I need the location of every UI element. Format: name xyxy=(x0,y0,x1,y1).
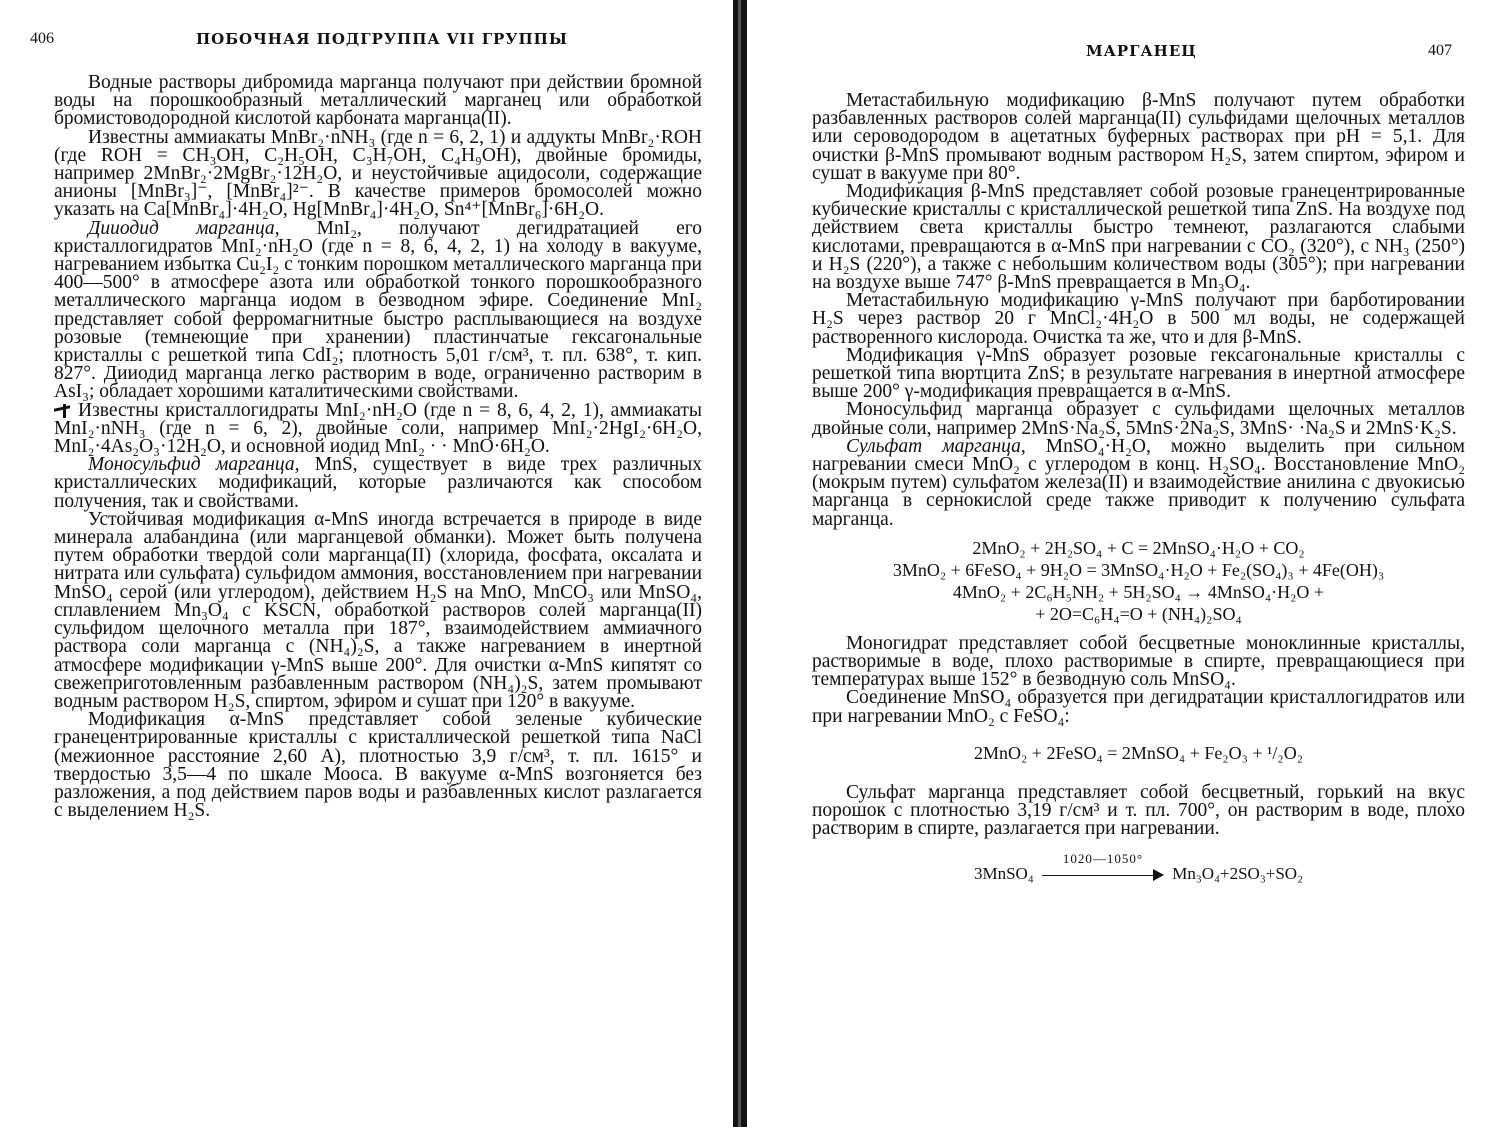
left-page xyxy=(0,0,730,1127)
paragraph: Водные растворы дибромида марганца получают при действии бромной воды на порошкообразный металлический марганец или обработкой бромистоводородной кислотой карбоната марганца(II). xyxy=(54,72,702,130)
paragraph: Моногидрат представляет собой бесцветные моноклинные кристаллы, растворимые в воде, плохо растворимые в спирте, превращающиеся при температурах выше 152° в безводную соль MnSO₄. xyxy=(812,632,1465,691)
equation-block xyxy=(812,537,1465,625)
paragraph-sulfate xyxy=(812,435,1466,530)
equation: 4MnO₂ + 2C₆H₅NH₂ + 5H₂SO₄ → 4MnSO₄·H₂O + xyxy=(952,581,1325,602)
term-monosulfide: Моносульфид марганца xyxy=(88,454,295,476)
paragraph-text: Известны кристаллогидраты MnI₂·nH₂O (где n = 8, 6, 4, 2, 1), аммиакаты MnI₂·nNH₃ (где n = 6, 2), двойные соли, например MnI₂·2HgI₂·6H₂O, MnI₂·4As₂O₃·12H₂O, и основной иодид MnI₂ · · MnO·6H₂O. xyxy=(54,399,702,458)
paragraph-hydrates xyxy=(54,399,702,458)
paragraph: Устойчивая модификация α-MnS иногда встречается в природе в виде минерала алабандина (или марганцевой обманки). Может быть получена путем обработки твердой соли марганца(II) (хлорида, фосфата, оксалата и нитрата или сульфата) сульфидом аммония, восстановлением при нагревании MnSO₄ серой (или углеродом), действием H₂S на MnO, MnCO₃ или MnSO₄, сплавлением Mn₃O₄ с KSCN, обработкой растворов солей марганца(II) сульфидом щелочного металла при 187°, взаимодействием аммиачного раствора соли марганца с (NH₄)₂S, а также нагреванием в инертной атмосфере модификации γ-MnS выше 200°. Для очистки α-MnS кипятят со свежеприготовленным разбавленным раствором (NH₄)₂S, затем промывают водным раствором H₂S, спиртом, эфиром и сушат при 120° в вакууме. xyxy=(54,508,702,712)
paragraph: Известны аммиакаты MnBr₂·nNH₃ (где n = 6, 2, 1) и аддукты MnBr₂·ROH (где ROH = CH₃OH, C₂H₅OH, C₃H₇OH, C₄H₉OH), двойные бромиды, например 2MnBr₂·2MgBr₂·12H₂O, и неустойчивые ацидосоли, содержащие анионы [MnBr₃]⁻, [MnBr₄]²⁻. В качестве примеров бромосолей можно указать на Ca[MnBr₄]·4H₂O, Hg[MnBr₄]·4H₂O, Sn⁴⁺[MnBr₆]·6H₂O. xyxy=(54,126,702,221)
page-number-left: 406 xyxy=(30,30,54,47)
term-sulfate: Сульфат марганца xyxy=(846,435,1021,457)
paragraph: Метастабильную модификацию β-MnS получают путем обработки разбавленных растворов солей марганца(II) сульфидами щелочных металлов или сероводородом в ацетатных буферных растворах при pH = 5,1. Для очистки β-MnS промывают водным раствором H₂S, затем спиртом, эфиром и сушат в вакууме при 80°. xyxy=(812,90,1465,184)
paragraph-text: , MnS, существует в виде трех различных кристаллических модификаций, которые различаются как способом получения, так и свойствами. xyxy=(54,454,703,512)
paragraph: Метастабильную модификацию γ-MnS получают при барботировании H₂S через раствор 20 г MnCl₂·4H₂O в 500 мл воды, не содержащей растворенного кислорода. Очистка та же, что и для β-MnS. xyxy=(812,290,1465,348)
reaction-condition: 1020—1050° xyxy=(1062,850,1144,866)
running-head-left: ПОБОЧНАЯ ПОДГРУППА VII ГРУППЫ xyxy=(196,30,568,48)
paragraph: Модификация α-MnS представляет собой зеленые кубические гранецентрированные кристаллы с кристаллической решеткой типа NaCl (межионное расстояние 2,60 A), плотностью 3,9 г/см³, т. пл. 1615° и твердостью 3,5—4 по шкале Мооса. В вакууме α-MnS возгоняется без разложения, а под действием паров воды и разбавленных кислот разлагается с выделением H₂S. xyxy=(54,709,702,822)
paragraph-diiodide xyxy=(54,217,702,403)
equation: + 2O=C₆H₄=O + (NH₄)₂SO₄ xyxy=(1035,603,1242,624)
products: Mn₃O₄+2SO₃+SO₂ xyxy=(1172,863,1304,883)
page-number-right: 407 xyxy=(1428,42,1452,59)
paragraph: Моносульфид марганца образует с сульфидами щелочных металлов двойные соли, например 2MnS·Na₂S, 5MnS·2Na₂S, 3MnS· ·Na₂S и 2MnS·K₂S. xyxy=(812,399,1465,439)
term-diiodide: Дииодид марганца xyxy=(88,217,275,239)
running-head-right: МАРГАНЕЦ xyxy=(1086,42,1197,60)
equation: 3MnO₂ + 6FeSO₄ + 9H₂O = 3MnSO₄·H₂O + Fe₂(SO₄)₃ + 4Fe(OH)₃ xyxy=(892,559,1385,580)
paragraph: Соединение MnSO₄ образуется при дегидратации кристаллогидратов или при нагревании MnO₂ с FeSO₄: xyxy=(812,687,1465,727)
paragraph-text: , MnI₂, получают дегидратацией его кристаллогидратов MnI₂·nH₂O (где n = 8, 6, 4, 2, 1) на холоду в вакууме, нагреванием избытка Cu₂I₂ с тонким порошком металлического марганца при 400—500° в атмосфере азота или обработкой тонкого порошкообразного металлического марганца иодом в безводном эфире. Соединение MnI₂ представляет собой ферромагнитные быстро расплывающиеся на воздухе розовые (темнеющие при хранении) пластинчатые гексагональные кристаллы с решеткой типа CdI₂; плотность 5,01 г/см³, т. пл. 638°, т. кип. 827°. Дииодид марганца легко растворим в воде, ограниченно растворим в AsI₃; обладает хорошими каталитическими свойствами. xyxy=(54,217,702,403)
equation: 2MnO₂ + 2FeSO₄ = 2MnSO₄ + Fe₂O₃ + ¹/₂O₂ xyxy=(974,742,1303,763)
right-page xyxy=(752,0,1504,1127)
paragraph: Модификация β-MnS представляет собой розовые гранецентрированные кубические кристаллы с кристаллической решеткой типа ZnS. На воздухе под действием света кристаллы быстро темнеют, разлагаются слабыми кислотами, превращаются в α-MnS при нагревании с CO₂ (320°), с NH₃ (250°) и H₂S (220°), а также с небольшим количеством воды (305°); при нагревании на воздухе выше 747° β-MnS превращается в Mn₃O₄. xyxy=(812,181,1465,294)
margin-mark-icon xyxy=(54,404,72,418)
left-page-body xyxy=(54,74,702,820)
paragraph-text: , MnSO₄·H₂O, можно выделить при сильном нагревании смеси MnO₂ с углеродом в конц. H₂SO₄. Восстановление MnO₂ (мокрым путем) сульфатом железа(II) и взаимодействие анилина с двуокисью марганца в сернокислой среде также приводит к получению сульфата марганца. xyxy=(812,435,1466,530)
book-gutter-line xyxy=(738,0,741,1127)
equation: 2MnO₂ + 2H₂SO₄ + C = 2MnSO₄·H₂O + CO₂ xyxy=(972,537,1305,558)
right-page-body xyxy=(812,92,1465,883)
paragraph-monosulfide xyxy=(54,456,702,511)
decomposition-equation xyxy=(812,850,1465,883)
reaction-arrow-icon xyxy=(1042,850,1164,882)
paragraph: Модификация γ-MnS образует розовые гексагональные кристаллы с решеткой типа вюртцита ZnS; в результате нагревания в инертной атмосфере выше 200° γ-модификация превращается в α-MnS. xyxy=(812,344,1465,403)
paragraph: Сульфат марганца представляет собой бесцветный, горький на вкус порошок с плотностью 3,19 г/см³ и т. пл. 700°, он растворим в воде, плохо растворим в спирте, разлагается при нагревании. xyxy=(812,781,1465,840)
reactant: 3MnSO₄ xyxy=(973,863,1034,883)
